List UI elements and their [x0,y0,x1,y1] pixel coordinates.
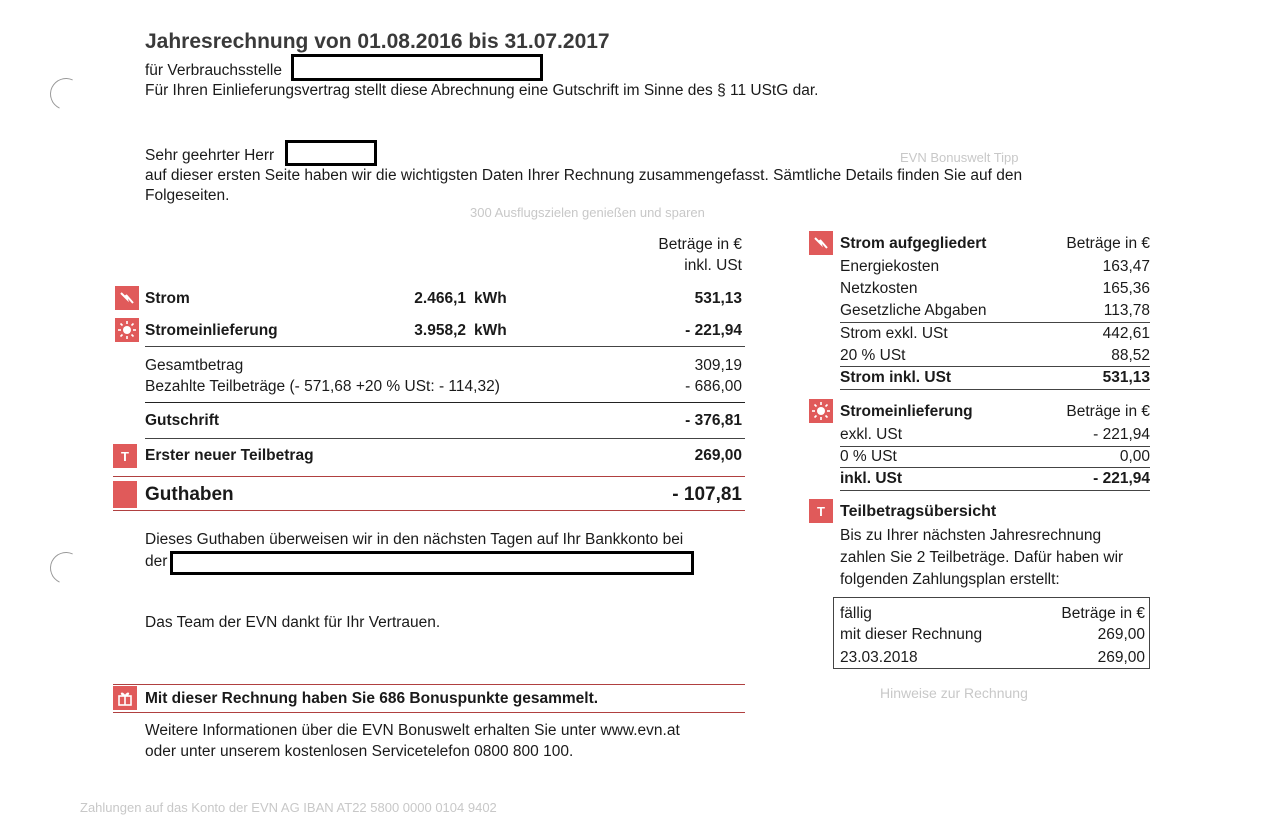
einlieferung-label: Stromeinlieferung [145,322,278,339]
strom-qty: 2.466,1 [414,290,466,307]
sun-icon [809,399,833,423]
lightning-icon [809,231,833,255]
summary-header-currency: Beträge in € [658,236,742,253]
divider [840,467,1150,468]
bonus-line-2: oder unter unserem kostenlosen Servicetelefon 0800 800 100. [145,743,574,760]
divider [840,366,1150,367]
erster-teilbetrag-amount: 269,00 [694,447,742,464]
strom-detail-value: 163,47 [1102,258,1150,275]
strom-detail-label: Energiekosten [840,258,940,275]
teil-detail-text-1: Bis zu Ihrer nächsten Jahresrechnung [840,527,1102,544]
payment-plan-row-value: 269,00 [1097,649,1145,666]
strom-detail-total-value: 531,13 [1102,369,1150,386]
gutschrift-amount: - 376,81 [685,412,742,429]
erster-teilbetrag-label: Erster neuer Teilbetrag [145,447,314,464]
einl-detail-title: Stromeinlieferung [840,403,973,420]
strom-detail-value: 88,52 [1111,347,1150,364]
bank-line-1: Dieses Guthaben überweisen wir in den nächsten Tagen auf Ihr Bankkonto bei [145,531,684,548]
divider [145,438,745,439]
gutschrift-label: Gutschrift [145,412,220,429]
lightning-icon [115,286,139,310]
payment-plan-row-value: 269,00 [1097,626,1145,643]
einl-detail-total-label: inkl. USt [840,470,903,487]
einl-detail-label: 0 % USt [840,448,897,465]
bank-line-2: der [145,553,168,570]
einl-detail-value: 0,00 [1119,448,1150,465]
letter-line-1: auf dieser ersten Seite haben wir die wichtigsten Daten Ihrer Rechnung zusammengefasst. Sämtliche Details finden Sie auf den [145,167,1023,184]
divider [113,510,745,511]
divider [840,389,1150,390]
divider [113,476,745,477]
strom-detail-title: Strom aufgegliedert [840,235,987,252]
strom-detail-label: 20 % USt [840,347,906,364]
divider [145,402,745,403]
redacted-name [285,140,377,166]
einlieferung-amount: - 221,94 [685,322,742,339]
einl-detail-label: exkl. USt [840,426,903,443]
payment-plan-row-label: mit dieser Rechnung [840,626,983,643]
strom-detail-header: Beträge in € [1066,235,1150,252]
letter-line-2: Folgeseiten. [145,187,230,204]
strom-detail-label: Strom exkl. USt [840,325,948,342]
strom-detail-label: Netzkosten [840,280,918,297]
divider [840,322,1150,323]
guthaben-amount: - 107,81 [672,484,742,505]
gesamt-label: Gesamtbetrag [145,357,244,374]
strom-detail-label: Gesetzliche Abgaben [840,302,987,319]
teilbetraege-label: Bezahlte Teilbeträge (- 571,68 +20 % USt: - 114,32) [145,378,500,395]
teil-detail-text-3: folgenden Zahlungsplan erstellt: [840,571,1060,588]
strom-detail-total-label: Strom inkl. USt [840,369,952,386]
teil-detail-text-2: zahlen Sie 2 Teilbeträge. Dafür haben wir [840,549,1124,566]
strom-detail-value: 165,36 [1102,280,1150,297]
strom-detail-value: 442,61 [1102,325,1150,342]
punch-hole-bottom [45,547,86,588]
strom-detail-value: 113,78 [1103,302,1150,319]
gutschrift-notice: Für Ihren Einlieferungsvertrag stellt diese Abrechnung eine Gutschrift im Sinne des § 11 UStG dar. [145,82,819,99]
einlieferung-qty: 3.958,2 [414,322,466,339]
t-icon: T [809,499,833,523]
bonus-title: Mit dieser Rechnung haben Sie 686 Bonuspunkte gesammelt. [145,690,599,707]
einl-detail-header: Beträge in € [1066,403,1150,420]
einl-detail-total-value: - 221,94 [1093,470,1150,487]
thanks-text: Das Team der EVN dankt für Ihr Vertrauen. [145,614,441,631]
redacted-bank [170,551,694,575]
bonus-line-1: Weitere Informationen über die EVN Bonuswelt erhalten Sie unter www.evn.at [145,722,680,739]
divider [145,346,745,347]
payment-plan-col1-header: fällig [840,605,872,622]
redacted-address [291,54,543,81]
divider [113,684,745,685]
payment-plan-col2-header: Beträge in € [1061,605,1145,622]
summary-header-ust: inkl. USt [684,257,742,274]
t-icon: T [113,444,137,468]
invoice-title: Jahresrechnung von 01.08.2016 bis 31.07.2017 [145,30,610,53]
salutation: Sehr geehrter Herr [145,147,275,164]
sun-icon [115,318,139,342]
guthaben-label: Guthaben [145,484,234,505]
divider [113,712,745,713]
strom-label: Strom [145,290,190,307]
verbrauchsstelle-label: für Verbrauchsstelle [145,62,282,79]
guthaben-marker [113,481,137,508]
gesamt-amount: 309,19 [694,357,742,374]
teilbetraege-amount: - 686,00 [685,378,742,395]
einl-detail-value: - 221,94 [1093,426,1150,443]
strom-amount: 531,13 [694,290,742,307]
payment-plan-row-label: 23.03.2018 [840,649,918,666]
gift-icon [113,686,137,710]
teil-detail-title: Teilbetragsübersicht [840,503,997,520]
divider [840,490,1150,491]
strom-unit: kWh [474,290,507,307]
punch-hole-top [45,73,86,114]
einlieferung-unit: kWh [474,322,507,339]
